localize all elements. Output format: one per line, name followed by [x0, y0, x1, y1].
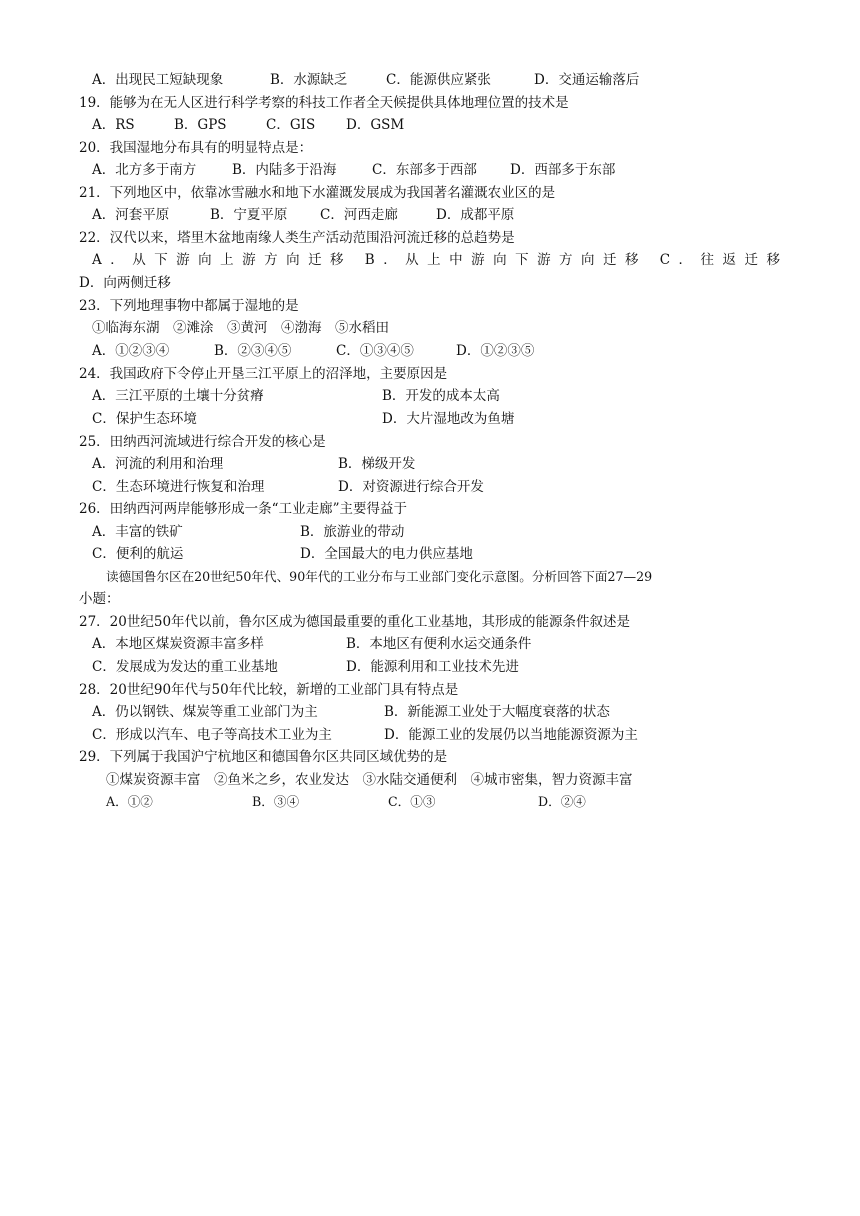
q18-option-c: C．能源供应紧张: [386, 72, 491, 88]
q26-option-c: C．便利的航运: [92, 546, 184, 562]
q27-stem: 27．20世纪50年代以前，鲁尔区成为德国最重要的重化工业基地，其形成的能源条件叙述是: [79, 614, 631, 630]
q27-option-a: A．本地区煤炭资源丰富多样: [92, 636, 264, 652]
q23-option-b: B．②③④⑤: [214, 343, 292, 359]
q23-stem: 23．下列地理事物中都属于湿地的是: [79, 298, 299, 314]
q29-option-b: B．③④: [252, 794, 300, 809]
q24-option-c: C．保护生态环境: [92, 411, 197, 427]
q18-option-a: A．出现民工短缺现象: [92, 72, 224, 88]
q22-option-d: D．向两侧迁移: [79, 275, 171, 291]
q26-stem: 26．田纳西河两岸能够形成一条“工业走廊”主要得益于: [79, 501, 407, 517]
reading-intro-line2: 小题：: [79, 591, 120, 607]
q24-option-a: A．三江平原的土壤十分贫瘠: [92, 388, 264, 404]
q24-option-d: D．大片湿地改为鱼塘: [382, 411, 515, 427]
q28-option-d: D．能源工业的发展仍以当地能源资源为主: [384, 727, 638, 743]
q25-stem: 25．田纳西河流域进行综合开发的核心是: [79, 434, 326, 450]
q29-items: ①煤炭资源丰富 ②鱼米之乡，农业发达 ③水陆交通便利 ④城市密集，智力资源丰富: [106, 772, 633, 788]
q29-option-c: C．①③: [388, 794, 436, 809]
q20-option-c: C．东部多于西部: [372, 162, 477, 178]
q20-option-a: A．北方多于南方: [92, 162, 197, 178]
q28-stem: 28．20世纪90年代与50年代比较，新增的工业部门具有特点是: [79, 682, 459, 698]
q20-option-d: D．西部多于东部: [510, 162, 616, 178]
q19-option-a: A．RS: [92, 117, 135, 133]
q21-option-c: C．河西走廊: [320, 207, 398, 223]
q19-stem: 19．能够为在无人区进行科学考察的科技工作者全天候提供具体地理位置的技术是: [79, 95, 569, 111]
q29-option-d: D．②④: [538, 794, 586, 809]
q23-option-d: D．①②③⑤: [456, 343, 535, 359]
q19-option-d: D．GSM: [346, 117, 405, 133]
q24-stem: 24．我国政府下令停止开垦三江平原上的沼泽地，主要原因是: [79, 366, 448, 382]
q29-option-a: A．①②: [106, 794, 153, 809]
q28-option-b: B．新能源工业处于大幅度衰落的状态: [384, 704, 610, 720]
q27-option-c: C．发展成为发达的重工业基地: [92, 659, 278, 675]
q26-option-d: D．全国最大的电力供应基地: [300, 546, 473, 562]
q20-option-b: B．内陆多于沿海: [232, 162, 337, 178]
q25-option-d: D．对资源进行综合开发: [338, 479, 484, 495]
q19-option-c: C．GIS: [266, 117, 316, 133]
q20-stem: 20．我国湿地分布具有的明显特点是：: [79, 140, 313, 156]
q25-option-b: B．梯级开发: [338, 456, 416, 472]
q18-option-b: B．水源缺乏: [270, 72, 348, 88]
q22-stem: 22．汉代以来，塔里木盆地南缘人类生产活动范围沿河流迁移的总趋势是: [79, 230, 515, 246]
q21-option-d: D．成都平原: [436, 207, 515, 223]
q25-option-c: C．生态环境进行恢复和治理: [92, 479, 265, 495]
q26-option-b: B．旅游业的带动: [300, 524, 405, 540]
q22-options-ab: A．从下游向上游方向迁移 B．从上中游向下游方向迁移 C．往返迁移: [92, 252, 780, 268]
q21-option-b: B．宁夏平原: [210, 207, 288, 223]
q24-option-b: B．开发的成本太高: [382, 388, 500, 404]
q23-option-c: C．①③④⑤: [336, 343, 414, 359]
q28-option-c: C．形成以汽车、电子等高技术工业为主: [92, 727, 332, 743]
q18-option-d: D．交通运输落后: [534, 72, 640, 88]
q26-option-a: A．丰富的铁矿: [92, 524, 183, 540]
q23-option-a: A．①②③④: [92, 343, 170, 359]
q19-option-b: B．GPS: [174, 117, 227, 133]
q23-items: ①临海东湖 ②滩涂 ③黄河 ④渤海 ⑤水稻田: [92, 320, 389, 336]
q25-option-a: A．河流的利用和治理: [92, 456, 224, 472]
reading-intro-line1: 读德国鲁尔区在20世纪50年代、90年代的工业分布与工业部门变化示意图。分析回答下面27—29: [106, 569, 653, 584]
q21-stem: 21．下列地区中，依靠冰雪融水和地下水灌溉发展成为我国著名灌溉农业区的是: [79, 185, 556, 201]
q29-stem: 29．下列属于我国沪宁杭地区和德国鲁尔区共同区域优势的是: [79, 749, 448, 765]
q21-option-a: A．河套平原: [92, 207, 170, 223]
q28-option-a: A．仍以钢铁、煤炭等重工业部门为主: [92, 704, 318, 720]
q27-option-d: D．能源利用和工业技术先进: [346, 659, 519, 675]
q27-option-b: B．本地区有便利水运交通条件: [346, 636, 532, 652]
